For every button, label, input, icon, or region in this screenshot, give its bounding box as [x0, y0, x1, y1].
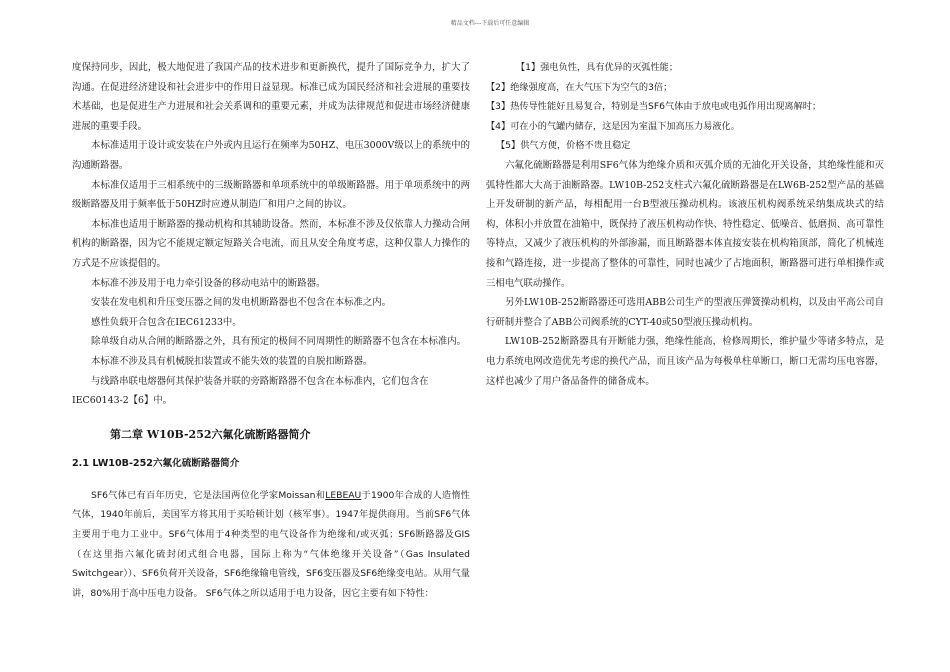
feature-1: 【1】强电负性，具有优异的灭弧性能；: [516, 62, 679, 73]
paragraph-self-trip: 本标准不涉及具有机械脱扣装置或不能失效的装置的自脱扣断路器。: [91, 355, 373, 367]
paragraph-continuation: 度保持同步，因此，极大地促进了我国产品的技术进步和更新换代，提升了国际竞争力，扩大了沟通。在促进经济建设和社会进步中的作用日益显现。标准已成为国民经济和社会进展的重要技术基础，也是促进生产力进展和社会关系调和的重要元素，并成为法律规范和促进市场经济健康进展的重要手段。: [72, 62, 470, 132]
paragraph-sf6-breaker: 六氟化硫断路器是利用SF6气体为绝缘介质和灭弧介质的无油化开关设备，其绝缘性能和灭弧特性都大大高于油断路器。LW10B-252支柱式六氟化硫断路器是在LW6B-252型产品的基础上开发研制的新产品，每相配用一台B型液压操动机构。该液压机构阀系统采纳集成块式的结构，体积小并放置在油箱中，既保持了液压机构动作快、特性稳定、低噪音、低磨损、高可靠性等特点，又减少了液压机构的外部渗漏，而且断路器本体直接安装在机构箱顶部，简化了机械连接和气路连接，进一步提高了整体的可靠性，同时也减少了占地面积，断路器可进行单相操作或三相电气联动操作。: [486, 159, 884, 289]
paragraph-advantages: LW10B-252断路器具有开断能力强，绝缘性能高，检修周期长，维护量少等诸多特点，是电力系统电网改造优先考虑的换代产品，而且该产品为每极单柱单断口，断口无需均压电容器，这样也减少了用户备品备件的储备成本。: [486, 336, 884, 387]
sf6-intro-rest: 于1900年合成的人造惰性气体，1940年前后，美国军方将其用于买哈顿计划（核军事）。1947年提供商用。当前SF6气体主要用于电力工业中。SF6气体用于4种类型的电气设备作为绝缘和/或灭弧；SF6断路器及GIS（在这里指六氟化硫封闭式组合电器，国际上称为“气体绝缘开关设备”（Gas Insulated Switchgear））、SF6负荷开关设备，SF6绝缘输电管线，SF6变压器及SF6绝缘变电站。从用气量讲，80%用于高中压电力设备。 SF6气体之所以适用于电力设备，因它主要有如下特性：: [72, 489, 470, 599]
page-header: 精品文档---下载后可任意编辑: [450, 20, 530, 27]
paragraph-generator-breaker: 安装在发电机和升压变压器之间的发电机断路器也不包含在本标准之内。: [91, 297, 392, 309]
paragraph-auto-reclose: 除单级自动从合闸的断路器之外，具有预定的极间不同周期性的断路器不包含在本标准内。: [91, 336, 467, 348]
feature-4: 【4】可在小的气罐内储存，这是因为室温下加高压力易液化。: [486, 120, 740, 132]
lebeau-link: LEBEAU: [325, 489, 362, 501]
paragraph-three-phase: 本标准仅适用于三相系统中的三级断路器和单项系统中的单级断路器。用于单项系统中的两级断路器及用于频率低于50HZ时应遵从制造厂和用户之间的协议。: [72, 179, 470, 211]
left-column: [72, 58, 470, 603]
feature-5: 【5】供气方便，价格不贵且稳定: [496, 140, 631, 152]
paragraph-abb-mechanism: 另外LW10B-252断路器还可选用ABB公司生产的型液压弹簧操动机构，以及由平高公司自行研制并整合了ABB公司阀系统的CYT-40或50型液压操动机构。: [486, 297, 884, 328]
paragraph-sf6-intro: [72, 486, 470, 604]
section-title: 2.1 LW10B-252六氟化硫断路器简介: [72, 458, 240, 470]
feature-2: 【2】绝缘强度高，在大气压下为空气的3倍；: [486, 81, 673, 93]
feature-3: 【3】热传导性能好且易复合，特别是当SF6气体由于放电或电弧作用出现离解时；: [486, 101, 822, 113]
paragraph-inductive-load: 感性负载开合包含在IEC61233中。: [91, 316, 242, 328]
paragraph-bypass: 与线路串联电熔器何其保护装备并联的旁路断路器不包含在本标准内，它们包含在: [91, 375, 429, 387]
paragraph-iec-ref: IEC60143-2【6】中。: [72, 395, 173, 407]
paragraph-scope-50hz: 本标准适用于设计或安装在户外或内且运行在频率为50HZ、电压3000V级以上的系统中的沟通断路器。: [72, 140, 470, 171]
paragraph-operating-mechanism: 本标准也适用于断路器的操动机构和其辅助设备。然而，本标准不涉及仅依靠人力操动合闸机构的断路器，因为它不能规定额定短路关合电流，而且从安全角度考虑，这种仅靠人力操作的方式是不应该提倡的。: [72, 218, 470, 269]
sf6-intro-text: SF6气体已有百年历史，它是法国两位化学家Moissan和: [91, 489, 326, 501]
right-column: [486, 58, 884, 391]
chapter-title: 第二章 W10B-252六氟化硫断路器简介: [110, 427, 311, 441]
paragraph-traction: 本标准不涉及用于电力牵引设备的移动电站中的断路器。: [91, 277, 326, 289]
